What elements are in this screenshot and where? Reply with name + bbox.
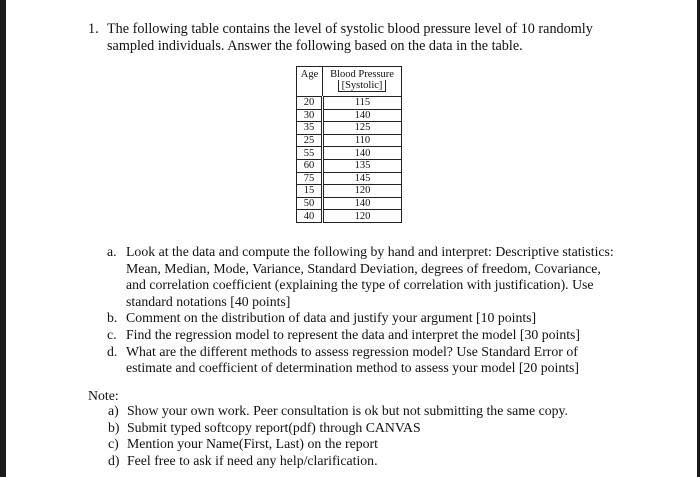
note-marker: a) bbox=[108, 403, 119, 418]
age-cell: 30 bbox=[297, 109, 323, 122]
table-row bbox=[297, 210, 402, 223]
note-text: Show your own work. Peer consultation is ok but not submitting the same copy. bbox=[127, 403, 568, 418]
table-body bbox=[297, 97, 402, 223]
blood-pressure-cell: 140 bbox=[323, 147, 402, 160]
task-marker: c. bbox=[107, 326, 117, 342]
table-row bbox=[297, 122, 402, 135]
note-item bbox=[108, 403, 568, 420]
note-text: Submit typed softcopy report(pdf) through CANVAS bbox=[127, 419, 421, 435]
task-marker: a. bbox=[107, 244, 117, 259]
table-row bbox=[297, 185, 402, 198]
blood-pressure-cell: 140 bbox=[323, 197, 402, 210]
blood-pressure-cell: 135 bbox=[323, 159, 402, 172]
task-text-line: estimate and coefficient of determination method to assess your model [20 points] bbox=[126, 360, 580, 376]
task-text-line: Mean, Median, Mode, Variance, Standard Deviation, degrees of freedom, Covariance, bbox=[126, 260, 601, 276]
task-text-line: and correlation coefficient (explaining the type of correlation with justification). Use bbox=[126, 277, 594, 293]
table-header-row bbox=[297, 67, 402, 97]
blood-pressure-header-line-2: [Systolic] bbox=[338, 80, 387, 92]
age-cell: 60 bbox=[297, 159, 323, 172]
table-row bbox=[297, 172, 402, 185]
task-marker: b. bbox=[107, 310, 118, 326]
blood-pressure-cell: 140 bbox=[323, 109, 402, 122]
age-cell: 35 bbox=[297, 122, 323, 135]
task-list bbox=[107, 244, 614, 377]
note-marker: b) bbox=[108, 419, 120, 435]
question-text-line-2: sampled individuals. Answer the following based on the data in the table. bbox=[107, 38, 523, 54]
question-text-line-1: The following table contains the level of systolic blood pressure level of 10 randomly bbox=[107, 21, 593, 37]
blood-pressure-cell: 125 bbox=[323, 122, 402, 135]
blood-pressure-cell: 110 bbox=[323, 134, 402, 147]
note-text: Feel free to ask if need any help/clarification. bbox=[127, 452, 378, 468]
task-text-line: Look at the data and compute the following by hand and interpret: Descriptive statistics: bbox=[126, 244, 614, 259]
note-item bbox=[108, 436, 568, 453]
note-item bbox=[108, 453, 568, 470]
blood-pressure-cell: 120 bbox=[323, 210, 402, 223]
table-row bbox=[297, 109, 402, 122]
task-item bbox=[107, 327, 614, 344]
task-marker: d. bbox=[107, 343, 118, 359]
blood-pressure-header bbox=[323, 67, 402, 97]
blood-pressure-table bbox=[296, 66, 402, 223]
age-header: Age bbox=[297, 67, 323, 97]
left-edge-bar bbox=[0, 0, 6, 477]
table-row bbox=[297, 147, 402, 160]
task-item bbox=[107, 344, 614, 377]
age-cell: 55 bbox=[297, 147, 323, 160]
age-cell: 40 bbox=[297, 210, 323, 223]
age-cell: 25 bbox=[297, 134, 323, 147]
blood-pressure-header-line-1: Blood Pressure bbox=[330, 69, 394, 80]
task-item bbox=[107, 310, 614, 327]
age-cell: 15 bbox=[297, 185, 323, 198]
age-cell: 20 bbox=[297, 97, 323, 110]
note-list bbox=[108, 403, 568, 469]
age-cell: 75 bbox=[297, 172, 323, 185]
table-row bbox=[297, 159, 402, 172]
age-cell: 50 bbox=[297, 197, 323, 210]
task-item bbox=[107, 244, 614, 310]
note-item bbox=[108, 420, 568, 437]
note-marker: c) bbox=[108, 436, 119, 452]
table-row bbox=[297, 97, 402, 110]
blood-pressure-cell: 145 bbox=[323, 172, 402, 185]
task-text-line: standard notations [40 points] bbox=[126, 293, 291, 309]
task-text-line: What are the different methods to assess regression model? Use Standard Error of bbox=[126, 343, 578, 359]
table-row bbox=[297, 134, 402, 147]
task-text-line: Comment on the distribution of data and justify your argument [10 points] bbox=[126, 310, 537, 326]
task-text-line: Find the regression model to represent the data and interpret the model [30 points] bbox=[126, 326, 581, 342]
note-label: Note: bbox=[88, 388, 119, 403]
table-row bbox=[297, 197, 402, 210]
blood-pressure-cell: 115 bbox=[323, 97, 402, 110]
blood-pressure-cell: 120 bbox=[323, 185, 402, 198]
note-text: Mention your Name(First, Last) on the report bbox=[127, 436, 378, 452]
note-marker: d) bbox=[108, 452, 120, 468]
question-number: 1. bbox=[88, 21, 99, 37]
